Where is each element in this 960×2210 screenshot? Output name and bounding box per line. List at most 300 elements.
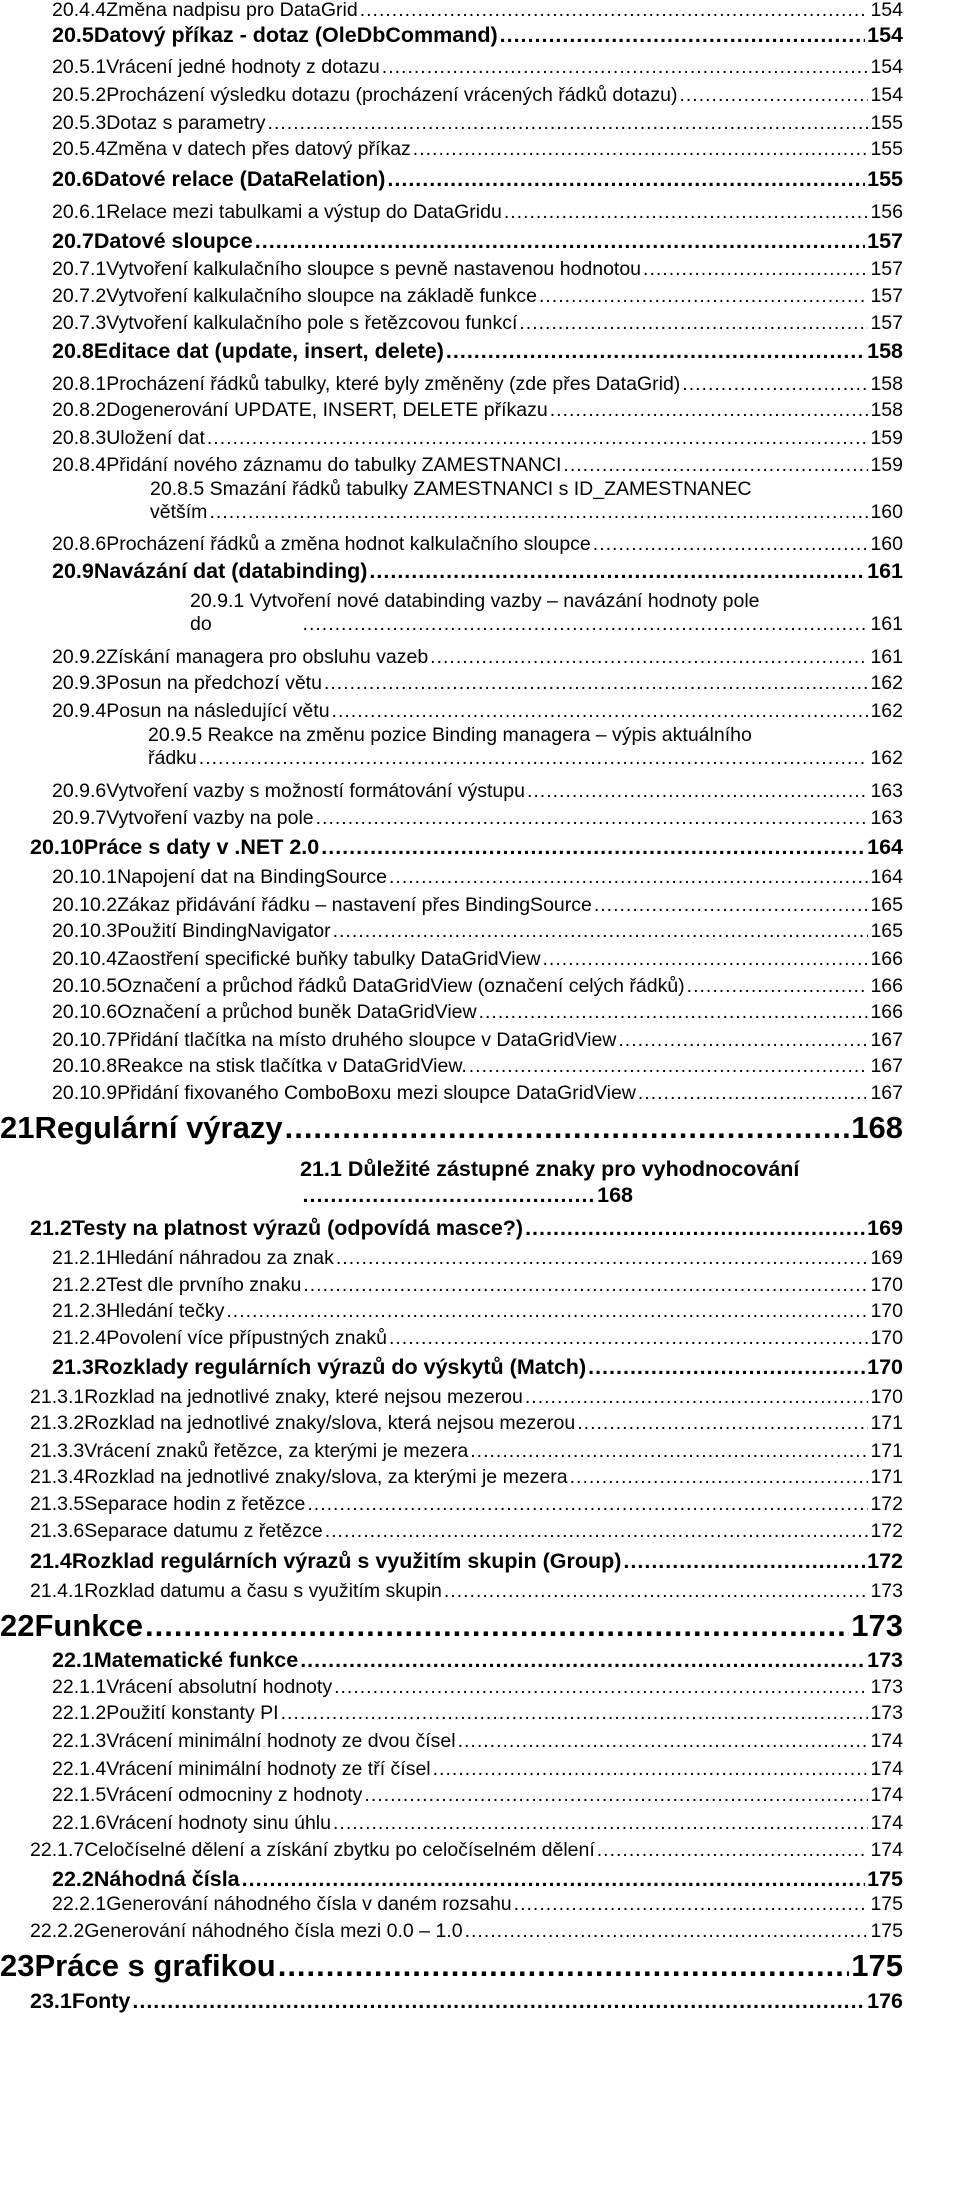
toc-entry-number: 20.9.6 [52, 780, 107, 802]
dot-leader [514, 1891, 869, 1917]
toc-entry-page-number: 164 [867, 835, 903, 859]
toc-entry[interactable] [52, 20, 903, 50]
dot-leader [209, 501, 868, 524]
dot-leader [433, 1756, 869, 1782]
toc-entry-number: 22.1.5 [52, 1784, 107, 1806]
dot-leader [333, 1810, 868, 1836]
toc-entry-title: Povolení více přípustných znaků [106, 1327, 387, 1349]
toc-entry-number: 20.5.1 [52, 56, 107, 78]
toc-entry-title: Změna v datech přes datový příkaz [106, 138, 411, 160]
toc-entry-page-number: 174 [870, 1730, 903, 1752]
toc-entry[interactable] [300, 1156, 903, 1208]
dot-leader [618, 1027, 868, 1053]
toc-entry-number: 20.10.1 [52, 866, 118, 888]
toc-entry[interactable] [190, 590, 903, 636]
toc-entry[interactable] [30, 1837, 903, 1863]
toc-entry-title-continued: do [190, 613, 212, 635]
toc-entry[interactable] [30, 1491, 903, 1517]
toc-entry-title: Separace hodin z řetězce [84, 1493, 306, 1515]
toc-entry[interactable] [52, 1674, 903, 1700]
toc-entry-title: Hledání náhradou za znak [106, 1247, 334, 1269]
toc-entry-page-number: 170 [870, 1300, 903, 1322]
dot-leader [281, 1700, 869, 1726]
toc-entry-title: Použití konstanty PI [106, 1702, 279, 1724]
toc-entry-page-number: 166 [870, 975, 903, 997]
dot-leader [268, 110, 869, 136]
toc-entry[interactable] [52, 164, 903, 194]
toc-entry-page-number: 157 [867, 229, 903, 253]
toc-entry-title: Dogenerování UPDATE, INSERT, DELETE příkazu [106, 399, 548, 421]
toc-entry-title: 20.9.5 Reakce na změnu pozice Binding managera – výpis aktuálního [148, 724, 752, 746]
dot-leader [321, 832, 865, 862]
toc-entry-title: Přidání fixovaného ComboBoxu mezi sloupce DataGridView [117, 1082, 636, 1104]
toc-entry-page-number: 160 [870, 501, 903, 523]
toc-entry-title: Rozklady regulárních výrazů do výskytů (Match) [93, 1355, 587, 1379]
toc-entry-number: 22.1.3 [52, 1730, 107, 1752]
toc-entry-title: Vrácení znaků řetězce, za kterými je mezera [84, 1440, 469, 1462]
toc-entry-page-number: 163 [870, 780, 903, 802]
toc-entry-title: Vrácení jedné hodnoty z dotazu [106, 56, 380, 78]
toc-entry[interactable] [52, 805, 903, 831]
toc-entry-page-number: 176 [867, 1989, 903, 2013]
toc-entry-page-number: 157 [870, 312, 903, 334]
toc-entry-page-number: 169 [870, 1247, 903, 1269]
toc-entry-number: 20.5.4 [52, 138, 107, 160]
dot-leader [285, 1108, 850, 1148]
toc-entry-number: 21 [0, 1110, 35, 1145]
dot-leader [525, 1213, 865, 1243]
toc-entry-page-number: 173 [851, 1608, 903, 1643]
toc-entry-title: Práce s daty v .NET 2.0 [83, 835, 320, 859]
dot-leader [430, 644, 868, 670]
toc-entry-number: 20.6.1 [52, 201, 107, 223]
toc-entry-title: Uložení dat [106, 427, 205, 449]
toc-entry[interactable] [52, 698, 903, 724]
dot-leader [307, 1491, 868, 1517]
toc-entry-page-number: 167 [870, 1029, 903, 1051]
toc-entry[interactable] [52, 864, 903, 890]
toc-entry-page-number: 173 [870, 1580, 903, 1602]
toc-entry-title: Editace dat (update, insert, delete) [93, 339, 444, 363]
toc-entry[interactable] [30, 832, 903, 862]
toc-entry-number: 22.1.4 [52, 1758, 107, 1780]
toc-entry-number: 22.1.1 [52, 1676, 107, 1698]
toc-entry-title: Přidání tlačítka na místo druhého sloupce v DataGridView [117, 1029, 617, 1051]
toc-entry-title: Datový příkaz - dotaz (OleDbCommand) [93, 23, 498, 47]
toc-entry[interactable] [30, 1438, 903, 1464]
toc-entry-title: Označení a průchod řádků DataGridView (označení celých řádků) [117, 975, 685, 997]
toc-entry-page-number: 162 [870, 700, 903, 722]
toc-entry[interactable] [0, 1108, 903, 1148]
toc-entry[interactable] [52, 1645, 903, 1675]
toc-entry[interactable] [52, 452, 903, 478]
dot-leader [570, 1464, 869, 1490]
toc-entry-title: Relace mezi tabulkami a výstup do DataGridu [106, 201, 502, 223]
toc-entry-page-number: 173 [870, 1702, 903, 1724]
toc-entry-page-number: 161 [867, 559, 903, 583]
dot-leader [444, 1578, 869, 1604]
toc-entry-title: Náhodná čísla [93, 1867, 240, 1891]
dot-leader [446, 336, 865, 366]
toc-entry-page-number: 168 [597, 1183, 633, 1207]
toc-entry-title: Rozklad na jednotlivé znaky/slova, která nejsou mezerou [84, 1412, 576, 1434]
toc-entry[interactable] [52, 1272, 903, 1298]
dot-leader [593, 531, 869, 557]
toc-entry-page-number: 170 [870, 1274, 903, 1296]
toc-entry-number: 20.4.4 [52, 0, 107, 21]
toc-entry-page-number: 170 [870, 1386, 903, 1408]
toc-entry[interactable] [30, 1918, 903, 1944]
dot-leader [597, 1837, 869, 1863]
dot-leader [132, 1986, 865, 2016]
dot-leader [563, 452, 868, 478]
toc-entry-title: Celočíselné dělení a získání zbytku po celočíselném dělení [84, 1839, 595, 1861]
toc-entry-number: 22.1 [52, 1648, 94, 1672]
toc-entry-page-number: 175 [870, 1893, 903, 1915]
toc-entry-title: Fonty [71, 1989, 131, 2013]
toc-entry-title: 20.8.5 Smazání řádků tabulky ZAMESTNANCI s ID_ZAMESTNANEC [150, 478, 752, 500]
dot-leader [577, 1410, 868, 1436]
toc-entry-number: 20.8.6 [52, 533, 107, 555]
toc-entry-number: 20.5.3 [52, 112, 107, 134]
toc-entry-page-number: 163 [870, 807, 903, 829]
toc-entry-title: Zaostření specifické buňky tabulky DataGridView [117, 948, 541, 970]
toc-entry-page-number: 158 [867, 339, 903, 363]
toc-entry-title: Rozklad regulárních výrazů s využitím skupin (Group) [71, 1549, 622, 1573]
toc-entry-number: 20.8.4 [52, 454, 107, 476]
toc-entry[interactable] [52, 1810, 903, 1836]
toc-entry-title: Dotaz s parametry [106, 112, 266, 134]
toc-entry[interactable] [52, 644, 903, 670]
toc-entry-title: Vytvoření kalkulačního sloupce na základě funkce [106, 285, 537, 307]
toc-entry-number: 20.10.8 [52, 1055, 118, 1077]
toc-entry[interactable] [0, 1946, 903, 1986]
dot-leader [623, 1546, 865, 1576]
dot-leader [226, 1298, 868, 1324]
toc-entry-page-number: 166 [870, 1001, 903, 1023]
toc-entry[interactable] [52, 110, 903, 136]
toc-entry[interactable] [52, 371, 903, 397]
toc-entry[interactable] [52, 1027, 903, 1053]
toc-entry-number: 20.5.2 [52, 84, 107, 106]
toc-entry-page-number: 156 [870, 201, 903, 223]
toc-entry-page-number: 175 [870, 1920, 903, 1942]
dot-leader [207, 425, 869, 451]
toc-entry-number: 20.9.2 [52, 646, 107, 668]
toc-entry[interactable] [52, 1053, 903, 1079]
toc-entry[interactable] [52, 1728, 903, 1754]
toc-entry[interactable] [52, 1245, 903, 1271]
dot-leader [470, 1438, 868, 1464]
dot-leader [242, 1864, 866, 1894]
toc-entry-page-number: 160 [870, 533, 903, 555]
toc-entry-number: 20.8.1 [52, 373, 107, 395]
toc-entry[interactable] [52, 670, 903, 696]
toc-entry-number: 20.8.2 [52, 399, 107, 421]
toc-entry-title: Vytvoření vazby s možností formátování výstupu [106, 780, 525, 802]
toc-entry-number: 21.2.3 [52, 1300, 107, 1322]
toc-entry[interactable] [30, 1410, 903, 1436]
toc-entry-title: Vrácení odmocniny z hodnoty [106, 1784, 363, 1806]
dot-leader [300, 1182, 595, 1208]
toc-entry[interactable] [30, 1384, 903, 1410]
toc-entry[interactable] [52, 397, 903, 423]
dot-leader [504, 199, 869, 225]
toc-entry[interactable] [52, 1782, 903, 1808]
toc-entry-title: Reakce na stisk tlačítka v DataGridView. [117, 1055, 467, 1077]
toc-entry-page-number: 164 [870, 866, 903, 888]
toc-entry-page-number: 175 [851, 1948, 903, 1983]
toc-entry-page-number: 173 [867, 1648, 903, 1672]
dot-leader [525, 1384, 869, 1410]
toc-entry-page-number: 159 [870, 427, 903, 449]
toc-entry-number: 20.8 [52, 339, 94, 363]
toc-entry-title: Vrácení absolutní hodnoty [106, 1676, 333, 1698]
toc-entry-page-number: 155 [870, 138, 903, 160]
dot-leader [389, 1325, 868, 1351]
toc-entry-title: Použití BindingNavigator [117, 920, 331, 942]
dot-leader [255, 226, 865, 256]
dot-leader [643, 256, 868, 282]
toc-entry[interactable] [52, 918, 903, 944]
toc-entry-title: Vrácení minimální hodnoty ze tří čísel [106, 1758, 431, 1780]
toc-entry[interactable] [52, 82, 903, 108]
toc-entry-number: 23.1 [30, 1989, 72, 2013]
toc-entry[interactable] [52, 556, 903, 586]
toc-entry-number: 20.10.6 [52, 1001, 118, 1023]
toc-entry-page-number: 166 [870, 948, 903, 970]
toc-entry[interactable] [52, 531, 903, 557]
toc-entry-title: Rozklad datumu a času s využitím skupin [84, 1580, 442, 1602]
toc-entry[interactable] [52, 1080, 903, 1106]
dot-leader [325, 1518, 869, 1544]
toc-entry-number: 22.1.6 [52, 1812, 107, 1834]
toc-entry[interactable] [30, 1518, 903, 1544]
toc-entry-title: Práce s grafikou [34, 1948, 276, 1983]
toc-entry-page-number: 169 [867, 1216, 903, 1240]
toc-entry-number: 21.3.6 [30, 1520, 85, 1542]
toc-entry-number: 20.6 [52, 167, 94, 191]
toc-entry[interactable] [52, 946, 903, 972]
toc-entry-number: 21.3.3 [30, 1440, 85, 1462]
toc-entry-number: 21.3.1 [30, 1386, 85, 1408]
toc-entry[interactable] [52, 1298, 903, 1324]
dot-leader [303, 613, 869, 636]
toc-entry[interactable] [52, 1352, 903, 1382]
toc-entry-page-number: 162 [870, 672, 903, 694]
toc-entry-page-number: 174 [870, 1758, 903, 1780]
toc-entry-title: Navázání dat (databinding) [93, 559, 368, 583]
dot-leader [479, 999, 869, 1025]
toc-entry-number: 20.7.1 [52, 258, 107, 280]
toc-entry-title: Datové sloupce [93, 229, 253, 253]
toc-entry[interactable] [52, 1700, 903, 1726]
toc-entry-title: Vrácení minimální hodnoty ze dvou čísel [106, 1730, 456, 1752]
dot-leader [300, 1645, 865, 1675]
toc-entry-title: Rozklad na jednotlivé znaky, které nejsou mezerou [84, 1386, 523, 1408]
dot-leader [364, 1782, 868, 1808]
toc-entry-number: 22.2 [52, 1867, 94, 1891]
dot-leader [542, 946, 868, 972]
dot-leader [334, 1674, 868, 1700]
toc-entry-page-number: 167 [870, 1082, 903, 1104]
toc-entry-page-number: 154 [870, 56, 903, 78]
dot-leader [527, 778, 869, 804]
toc-entry-number: 21.4 [30, 1549, 72, 1573]
toc-entry[interactable] [52, 1756, 903, 1782]
toc-entry[interactable] [52, 310, 903, 336]
dot-leader [594, 892, 869, 918]
toc-entry-page-number: 157 [870, 258, 903, 280]
toc-entry[interactable] [52, 199, 903, 225]
toc-entry-page-number: 171 [870, 1466, 903, 1488]
toc-entry-number: 20.10.5 [52, 975, 118, 997]
toc-entry[interactable] [52, 1864, 903, 1894]
toc-entry-title: Separace datumu z řetězce [84, 1520, 323, 1542]
toc-entry-number: 21.3.2 [30, 1412, 85, 1434]
toc-entry[interactable] [52, 226, 903, 256]
toc-entry-title: Procházení řádků tabulky, které byly změněny (zde přes DataGrid) [106, 373, 681, 395]
toc-entry-title: Vytvoření kalkulačního pole s řetězcovou funkcí [106, 312, 518, 334]
toc-entry[interactable] [52, 283, 903, 309]
toc-entry-number: 22.1.7 [30, 1839, 85, 1861]
toc-entry-page-number: 172 [870, 1520, 903, 1542]
dot-leader [278, 1946, 850, 1986]
toc-entry[interactable] [52, 336, 903, 366]
toc-entry[interactable] [52, 425, 903, 451]
toc-entry-page-number: 174 [870, 1839, 903, 1861]
toc-entry-page-number: 158 [870, 373, 903, 395]
toc-entry[interactable] [30, 1546, 903, 1576]
dot-leader [413, 136, 869, 162]
toc-entry-number: 20.10.7 [52, 1029, 118, 1051]
toc-entry-number: 21.4.1 [30, 1580, 85, 1602]
toc-entry-page-number: 154 [870, 0, 903, 21]
toc-entry[interactable] [30, 1578, 903, 1604]
toc-entry-title: Změna nadpisu pro DataGrid [106, 0, 358, 21]
dot-leader [469, 1053, 869, 1079]
toc-entry[interactable] [52, 999, 903, 1025]
toc-entry[interactable] [52, 1325, 903, 1351]
dot-leader [316, 805, 869, 831]
toc-entry-page-number: 158 [870, 399, 903, 421]
toc-entry[interactable] [52, 892, 903, 918]
toc-entry-number: 20.10 [30, 835, 84, 859]
toc-entry-title: Matematické funkce [93, 1648, 299, 1672]
toc-entry[interactable] [52, 136, 903, 162]
toc-entry-number: 20.7.2 [52, 285, 107, 307]
toc-entry[interactable] [52, 54, 903, 80]
toc-entry-page-number: 157 [870, 285, 903, 307]
toc-entry-title: Funkce [34, 1608, 144, 1643]
toc-entry-number: 21.2.2 [52, 1274, 107, 1296]
toc-entry-title: Procházení řádků a změna hodnot kalkulačního sloupce [106, 533, 591, 555]
toc-entry-number: 20.10.2 [52, 894, 118, 916]
toc-entry[interactable] [30, 1464, 903, 1490]
dot-leader [638, 1080, 869, 1106]
dot-leader [458, 1728, 869, 1754]
toc-entry-page-number: 154 [867, 23, 903, 47]
toc-entry-number: 20.9.7 [52, 807, 107, 829]
toc-entry-number: 20.10.4 [52, 948, 118, 970]
toc-entry-page-number: 171 [870, 1412, 903, 1434]
dot-leader [336, 1245, 869, 1271]
toc-entry-page-number: 167 [870, 1055, 903, 1077]
dot-leader [333, 918, 869, 944]
toc-entry[interactable] [30, 1213, 903, 1243]
toc-entry-number: 22 [0, 1608, 35, 1643]
toc-entry[interactable] [148, 724, 903, 770]
toc-entry-number: 20.7 [52, 229, 94, 253]
dot-leader [324, 670, 869, 696]
toc-entry-title: Posun na následující větu [106, 700, 330, 722]
toc-entry-number: 23 [0, 1948, 35, 1983]
toc-entry-page-number: 162 [870, 747, 903, 769]
dot-leader [519, 310, 868, 336]
toc-entry[interactable] [52, 256, 903, 282]
toc-entry-page-number: 173 [870, 1676, 903, 1698]
toc-entry-title: Rozklad na jednotlivé znaky/slova, za kterými je mezera [84, 1466, 568, 1488]
dot-leader [465, 1918, 869, 1944]
toc-entry-title: Posun na předchozí větu [106, 672, 322, 694]
toc-entry-title: Generování náhodného čísla v daném rozsahu [106, 1893, 512, 1915]
toc-entry-page-number: 175 [867, 1867, 903, 1891]
toc-entry-page-number: 171 [870, 1440, 903, 1462]
toc-entry-title: Vytvoření kalkulačního sloupce s pevně nastavenou hodnotou [106, 258, 642, 280]
toc-entry-title-continued: řádku [148, 747, 197, 769]
toc-entry-title: Regulární výrazy [34, 1110, 283, 1145]
toc-entry[interactable] [30, 1986, 903, 2016]
toc-entry-number: 20.9.4 [52, 700, 107, 722]
toc-entry-number: 22.2.1 [52, 1893, 107, 1915]
toc-entry[interactable] [52, 778, 903, 804]
toc-entry-number: 20.5 [52, 23, 94, 47]
toc-entry-title-continued: větším [150, 501, 208, 523]
toc-entry-page-number: 170 [870, 1327, 903, 1349]
toc-entry-title: 21.1 Důležité zástupné znaky pro vyhodnocování [300, 1157, 800, 1181]
toc-entry-page-number: 161 [870, 613, 903, 635]
toc-entry-title: Označení a průchod buněk DataGridView [117, 1001, 477, 1023]
toc-entry-page-number: 155 [870, 112, 903, 134]
toc-entry-number: 20.10.3 [52, 920, 118, 942]
toc-entry-title: Vrácení hodnoty sinu úhlu [106, 1812, 331, 1834]
toc-entry-number: 20.8.3 [52, 427, 107, 449]
toc-entry-number: 20.9 [52, 559, 94, 583]
dot-leader [687, 973, 869, 999]
dot-leader [145, 1606, 849, 1646]
toc-entry-page-number: 172 [870, 1493, 903, 1515]
toc-entry-page-number: 174 [870, 1784, 903, 1806]
toc-entry[interactable] [150, 478, 903, 524]
toc-entry-title: Vytvoření vazby na pole [106, 807, 314, 829]
toc-entry-title: Datové relace (DataRelation) [93, 167, 386, 191]
toc-entry-number: 21.2.1 [52, 1247, 107, 1269]
dot-leader [303, 1272, 868, 1298]
toc-entry[interactable] [0, 1606, 903, 1646]
dot-leader [382, 54, 869, 80]
dot-leader [332, 698, 869, 724]
toc-entry-title: Napojení dat na BindingSource [117, 866, 388, 888]
dot-leader [369, 556, 865, 586]
dot-leader [550, 397, 869, 423]
toc-entry-page-number: 174 [870, 1812, 903, 1834]
toc-entry[interactable] [52, 973, 903, 999]
toc-entry-number: 21.3.4 [30, 1466, 85, 1488]
toc-entry-title: Testy na platnost výrazů (odpovídá masce?) [71, 1216, 524, 1240]
toc-entry[interactable] [52, 1891, 903, 1917]
toc-entry-page-number: 161 [870, 646, 903, 668]
toc-entry-page-number: 172 [867, 1549, 903, 1573]
